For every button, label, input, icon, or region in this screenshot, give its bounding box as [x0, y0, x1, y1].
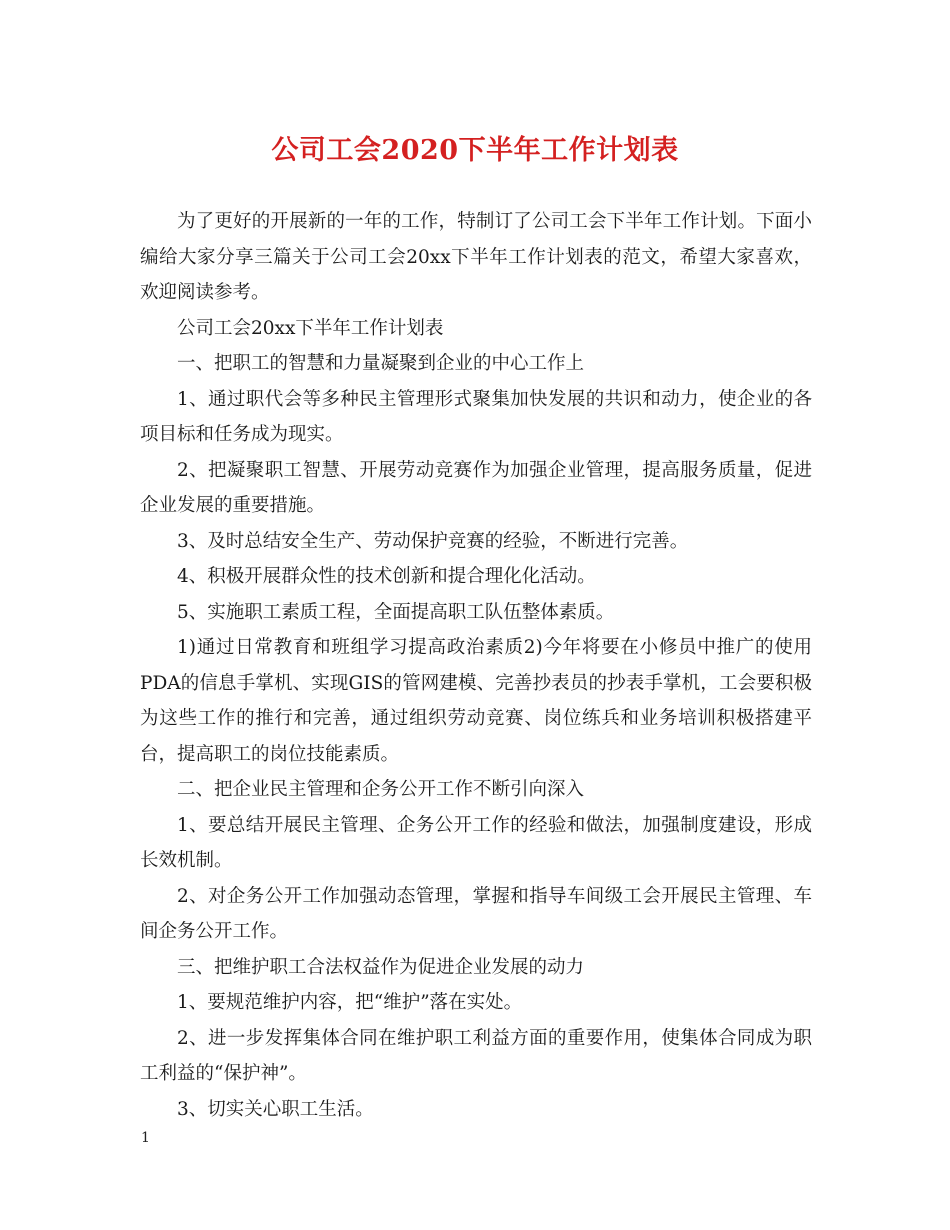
section-heading-1: 一、把职工的智慧和力量凝聚到企业的中心工作上 [177, 353, 585, 374]
intro-paragraph: 为了更好的开展新的一年的工作，特制订了公司工会下半年工作计划。下面小编给大家分享三篇关于公司工会20xx下半年工作计划表的范文，希望大家喜欢，欢迎阅读参考。 [140, 211, 812, 303]
section-heading-3: 三、把维护职工合法权益作为促进企业发展的动力 [177, 956, 585, 978]
paragraph: 3、及时总结安全生产、劳动保护竞赛的经验，不断进行完善。 [177, 530, 689, 552]
paragraph: 2、对企务公开工作加强动态管理，掌握和指导车间级工会开展民主管理、车间企务公开工作。 [140, 885, 812, 942]
paragraph: 1)通过日常教育和班组学习提高政治素质2)今年将要在小修员中推广的使用PDA的信息手掌机、实现GIS的管网建模、完善抄表员的抄表手掌机，工会要积极为这些工作的推行和完善，通过组织劳动竞赛、岗位练兵和业务培训积极搭建平台，提高职工的岗位技能素质。 [140, 637, 812, 765]
document-title: 公司工会2020下半年工作计划表 [271, 135, 679, 166]
paragraph: 1、要总结开展民主管理、企务公开工作的经验和做法，加强制度建设，形成长效机制。 [140, 814, 812, 871]
page-number: 1 [141, 1130, 150, 1146]
paragraph: 1、要规范维护内容，把“维护”落在实处。 [177, 992, 523, 1013]
paragraph: 3、切实关心职工生活。 [177, 1098, 374, 1120]
paragraph: 2、进一步发挥集体合同在维护职工利益方面的重要作用，使集体合同成为职工利益的“保护神”。 [140, 1027, 812, 1084]
paragraph: 4、积极开展群众性的技术创新和提合理化化活动。 [177, 566, 596, 587]
paragraph: 1、通过职代会等多种民主管理形式聚集加快发展的共识和动力，使企业的各项目标和任务成为现实。 [140, 388, 812, 445]
paragraph: 5、实施职工素质工程，全面提高职工队伍整体素质。 [177, 601, 615, 623]
subtitle-paragraph: 公司工会20xx下半年工作计划表 [177, 317, 444, 339]
document-body [140, 204, 812, 1127]
section-heading-2: 二、把企业民主管理和企务公开工作不断引向深入 [177, 779, 585, 800]
paragraph: 2、把凝聚职工智慧、开展劳动竞赛作为加强企业管理，提高服务质量，促进企业发展的重要措施。 [140, 459, 812, 516]
